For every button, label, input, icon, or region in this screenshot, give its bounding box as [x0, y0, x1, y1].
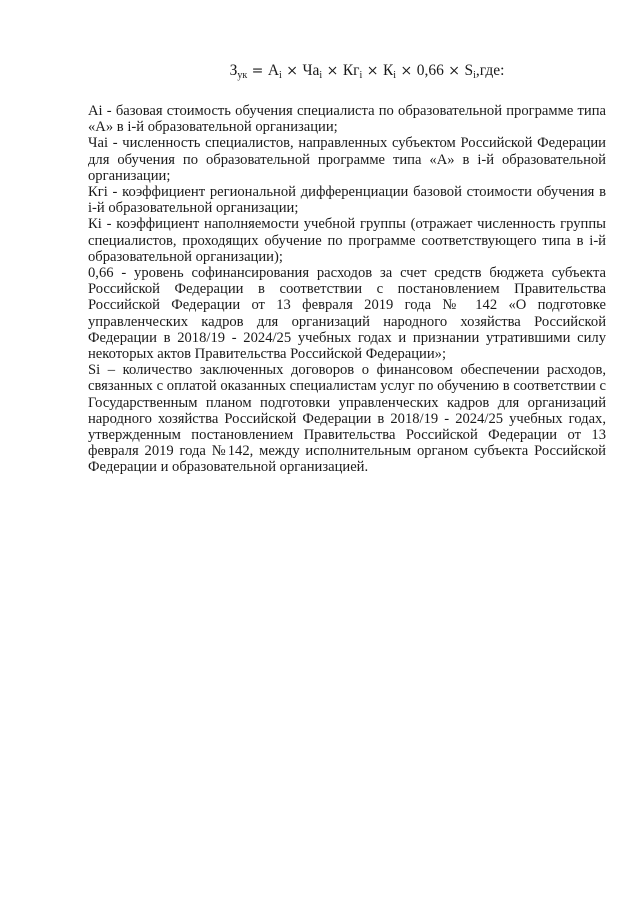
definition-kgi: Кгi - коэффициент региональной дифференциации базовой стоимости обучения в i-й образовательной организации; [88, 184, 606, 217]
formula-times-sign: × [281, 63, 303, 79]
formula-term-a: A [267, 62, 280, 79]
formula-term-k: К [382, 62, 394, 79]
document-page [88, 62, 606, 476]
formula-lhs: З [229, 62, 238, 79]
definition-chai: Чаi - численность специалистов, направленных субъектом Российской Федерации для обучения по образовательной программе типа «А» в i-й образовательной организации; [88, 135, 606, 184]
formula-term-cha-subscript: i [319, 70, 323, 81]
formula-times-sign: × [443, 63, 465, 79]
formula-term-k-subscript: i [393, 70, 397, 81]
definition-ai: Ai - базовая стоимость обучения специалиста по образовательной программе типа «А» в i-й образовательной организации; [88, 103, 606, 136]
formula-term-kg: Кг [342, 62, 360, 79]
definition-ki: Кi - коэффициент наполняемости учебной группы (отражает численность группы специалистов, проходящих обучение по программе соответствующего типа в i-й образовательной организации); [88, 216, 606, 265]
formula-term-s: S [464, 62, 474, 79]
formula-equals: = [247, 63, 268, 79]
formula-times-sign: × [322, 63, 343, 79]
cost-formula [88, 62, 606, 81]
formula-term-s-subscript: i [473, 70, 476, 81]
definition-cofinancing-rate: 0,66 - уровень софинансирования расходов за счет средств бюджета субъекта Российской Федерации в соответствии с постановлением Правительства Российской Федерации от 13 февраля 2019 года № 142 «О подготовке управленческих кадров для организаций народного хозяйства Российской Федерации в 2018/19 - 2024/25 учебных годах и признании утратившими силу некоторых актов Правительства Российской Федерации»; [88, 265, 606, 363]
definition-si: Si – количество заключенных договоров о финансовом обеспечении расходов, связанных с оплатой оказанных специалистам услуг по обучению в соответствии с Государственным планом подготовки управленческих кадров для организаций народного хозяйства Российской Федерации в 2018/19 - 2024/25 учебных годах, утвержденным постановлением Правительства Российской Федерации от 13 февраля 2019 года №142, между исполнительным органом субъекта Российской Федерации и образовательной организацией. [88, 362, 606, 476]
formula-term-a-subscript: i [279, 70, 282, 81]
formula-lhs-subscript: ук [237, 70, 248, 81]
formula-term-cha: Ча [302, 62, 320, 79]
formula-term-rate: 0,66 [416, 62, 444, 79]
formula-term-kg-subscript: i [359, 70, 363, 81]
formula-times-sign: × [362, 63, 383, 79]
formula-suffix: ,где: [475, 62, 505, 79]
formula-times-sign: × [396, 63, 417, 79]
